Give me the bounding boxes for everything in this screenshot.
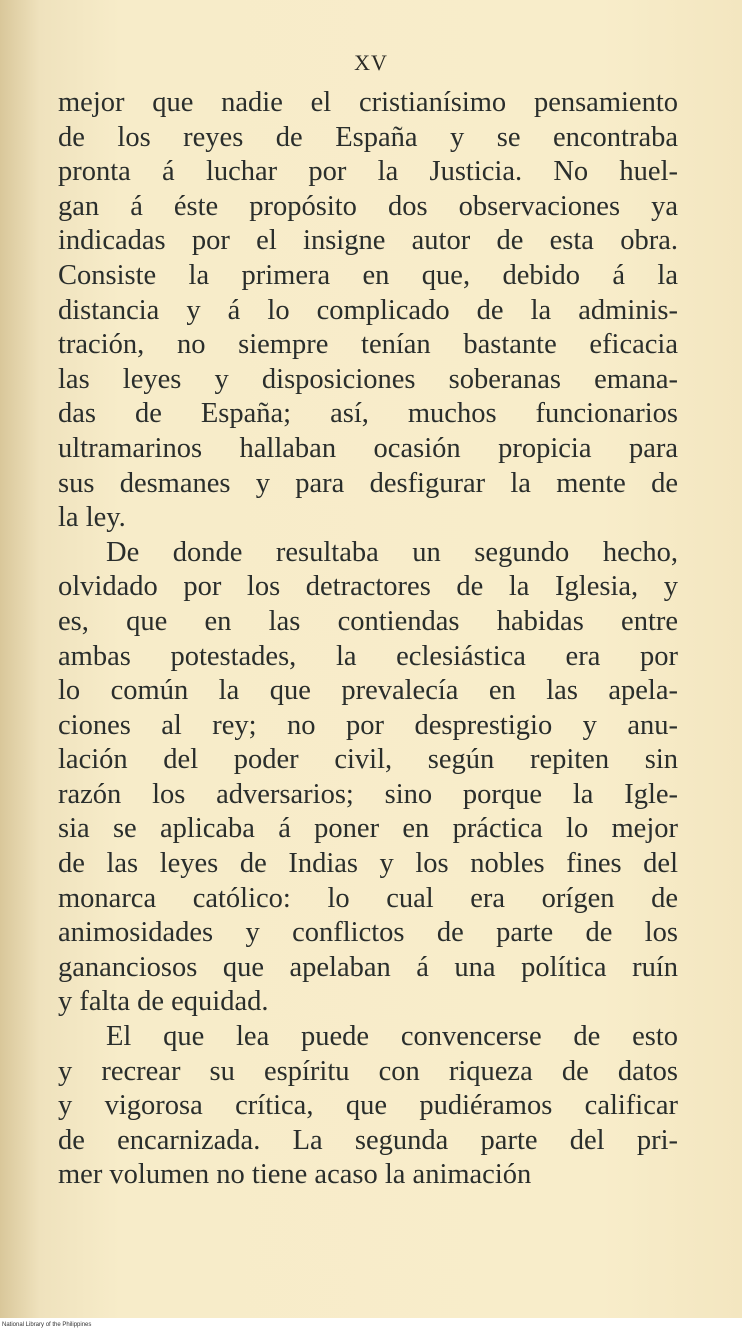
text-line: lo común la que prevalecía en las apela- [58,675,678,707]
text-line: mejor que nadie el cristianísimo pensamiento [58,87,678,118]
text-line: das de España; así, muchos funcionarios [58,398,678,430]
text-line: mer volumen no tiene acaso la animación [58,1159,532,1191]
text-line: gan á éste propósito dos observaciones ya [58,190,678,222]
text-line: razón los adversarios; sino porque la Igle- [58,778,678,810]
text-line: es, que en las contiendas habidas entre [58,605,678,637]
text-line: y recrear su espíritu con riqueza de datos [58,1055,678,1087]
text-line: pronta á luchar por la Justicia. No huel- [58,156,678,188]
text-line: Consiste la primera en que, debido á la [58,259,678,291]
text-line: De donde resultaba un segundo hecho, [106,536,678,568]
text-line: y falta de equidad. [58,986,269,1018]
text-line: animosidades y conflictos de parte de los [58,917,678,949]
text-line: ambas potestades, la eclesiástica era por [58,640,678,672]
text-line: de los reyes de España y se encontraba [58,121,678,153]
text-line: sia se aplicaba á poner en práctica lo mejor [58,813,678,845]
page-body-text [58,86,678,1193]
text-line: lación del poder civil, según repiten sin [58,744,678,776]
text-line: las leyes y disposiciones soberanas emana- [58,363,678,395]
text-line: sus desmanes y para desfigurar la mente de [58,467,678,499]
text-line: distancia y á lo complicado de la adminis- [58,294,678,326]
text-line: gananciosos que apelaban á una política ruín [58,951,678,983]
text-line: y vigorosa crítica, que pudiéramos calificar [58,1090,678,1122]
text-line: tración, no siempre tenían bastante eficacia [58,329,678,361]
text-line: de las leyes de Indias y los nobles fines del [58,848,678,880]
text-line: monarca católico: lo cual era orígen de [58,882,678,914]
text-line: indicadas por el insigne autor de esta obra. [58,225,678,257]
text-line: ciones al rey; no por desprestigio y anu- [58,709,678,741]
text-line: la ley. [58,502,126,534]
page-number-header: XV [354,50,388,75]
library-watermark: National Library of the Philippines [2,1322,92,1328]
text-line: ultramarinos hallaban ocasión propicia para [58,432,678,464]
text-line: de encarnizada. La segunda parte del pri- [58,1124,678,1156]
text-line: olvidado por los detractores de la Iglesia, y [58,571,678,603]
text-line: El que lea puede convencerse de esto [106,1021,678,1053]
